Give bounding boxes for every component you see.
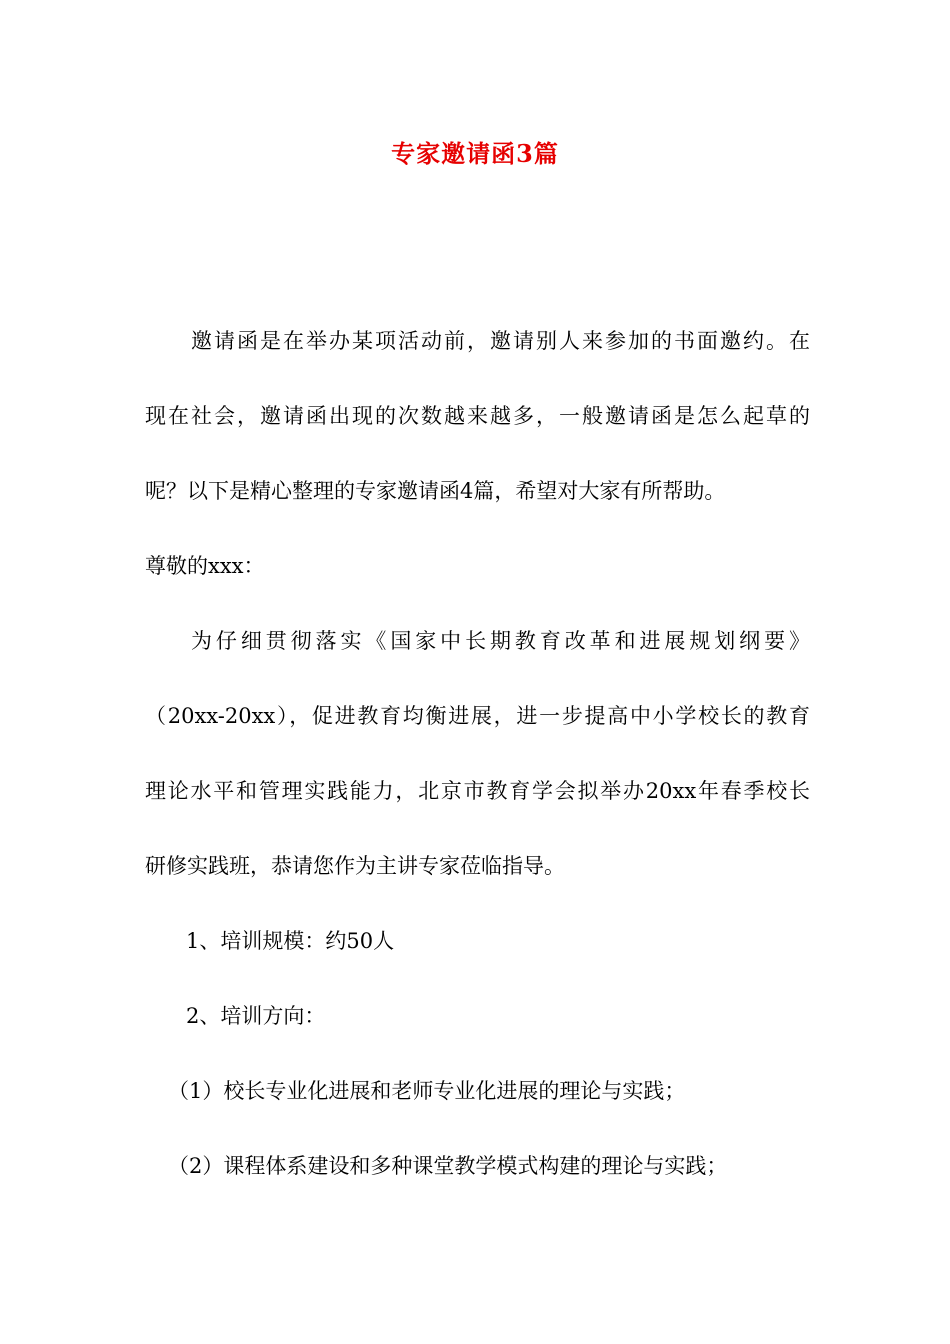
intro-paragraph-line-2: 现在社会，邀请函出现的次数越来越多，一般邀请函是怎么起草的 bbox=[145, 404, 810, 428]
body-paragraph-line-3: 理论水平和管理实践能力，北京市教育学会拟举办20xx年春季校长 bbox=[145, 779, 810, 803]
salutation: 尊敬的xxx： bbox=[145, 554, 265, 578]
sub-item-1: （1）校长专业化进展和老师专业化进展的理论与实践； bbox=[168, 1079, 686, 1103]
list-item-training-scale: 1、培训规模：约50人 bbox=[186, 929, 395, 953]
body-paragraph-line-4: 研修实践班，恭请您作为主讲专家莅临指导。 bbox=[145, 854, 565, 878]
list-item-training-direction: 2、培训方向： bbox=[186, 1004, 326, 1028]
body-paragraph-line-2: （20xx-20xx），促进教育均衡进展，进一步提高中小学校长的教育 bbox=[145, 704, 810, 728]
sub-item-2: （2）课程体系建设和多种课堂教学模式构建的理论与实践； bbox=[168, 1154, 728, 1178]
body-paragraph-line-1: 为仔细贯彻落实《国家中长期教育改革和进展规划纲要》 bbox=[191, 629, 810, 653]
document-title: 专家邀请函3篇 bbox=[391, 139, 559, 168]
intro-paragraph-line-3: 呢？以下是精心整理的专家邀请函4篇，希望对大家有所帮助。 bbox=[145, 479, 726, 503]
intro-paragraph-line-1: 邀请函是在举办某项活动前，邀请别人来参加的书面邀约。在 bbox=[191, 329, 810, 353]
